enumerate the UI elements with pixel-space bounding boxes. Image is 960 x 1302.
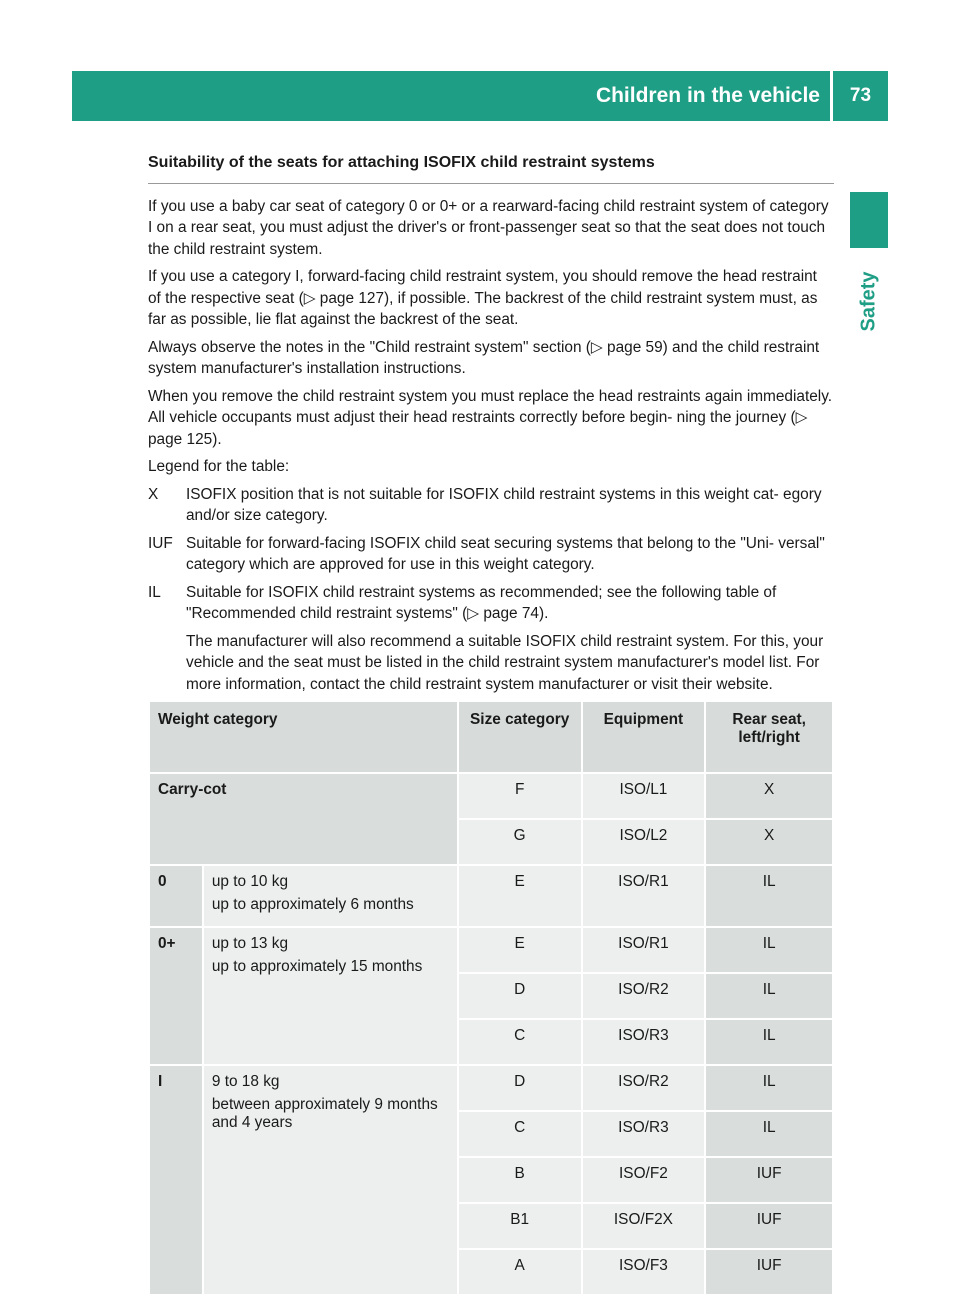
age-range: up to approximately 15 months xyxy=(211,958,423,975)
size-cell: E xyxy=(458,927,582,973)
equipment-cell: ISO/F2 xyxy=(582,1157,706,1203)
size-cell: E xyxy=(458,865,582,927)
size-cell: B1 xyxy=(458,1203,582,1249)
equipment-cell: ISO/F3 xyxy=(582,1249,706,1295)
rear-seat-cell: X xyxy=(705,819,833,865)
weight-range: up to 13 kg xyxy=(211,935,289,952)
weight-range: 9 to 18 kg xyxy=(211,1073,280,1090)
section-tab-marker xyxy=(850,192,888,248)
weight-category-label: 0 xyxy=(149,865,203,927)
legend-item-iuf xyxy=(148,533,834,576)
equipment-cell: ISO/F2X xyxy=(582,1203,706,1249)
legend-key: X xyxy=(148,485,159,503)
size-cell: A xyxy=(458,1249,582,1295)
equipment-cell: ISO/L2 xyxy=(582,819,706,865)
rear-seat-cell: IUF xyxy=(705,1157,833,1203)
weight-category-label: Carry-cot xyxy=(149,773,458,865)
paragraph: Always observe the notes in the "Child restraint system" section (▷ page 59) and the child restraint system manufacturer's installation instructions. xyxy=(148,338,820,377)
legend-text: Suitable for ISOFIX child restraint systems as recommended; see the following table of "Recommended child restraint systems" (▷ page 74). xyxy=(186,583,777,622)
equipment-cell: ISO/R2 xyxy=(582,1065,706,1111)
rear-seat-cell: IL xyxy=(705,1111,833,1157)
table-row xyxy=(149,773,833,819)
weight-category-description xyxy=(203,865,458,927)
weight-range: up to 10 kg xyxy=(211,873,289,890)
header-rear-seat: Rear seat, left/right xyxy=(705,701,833,773)
paragraph: If you use a baby car seat of category 0 or 0+ or a rearward-facing child restraint system of category I on a rear seat, you must adjust the driver's or front-passenger seat so that the seat does not touch the child restraint system. xyxy=(148,197,829,258)
header-size-category: Size category xyxy=(458,701,582,773)
legend-key: IL xyxy=(148,583,161,601)
size-cell: C xyxy=(458,1111,582,1157)
table-row xyxy=(149,865,833,927)
header-equipment: Equipment xyxy=(582,701,706,773)
paragraph: If you use a category I, forward-facing child restraint system, you should remove the head restraint of the respective seat (▷ page 127), if possible. The backrest of the child restraint system must, as far as possible, lie flat against the backrest of the seat. xyxy=(148,268,818,328)
legend-key: IUF xyxy=(148,534,173,552)
age-range: up to approximately 6 months xyxy=(211,896,414,913)
rear-seat-cell: X xyxy=(705,773,833,819)
table-row xyxy=(149,927,833,973)
age-range: between approximately 9 months and 4 years xyxy=(211,1096,438,1131)
legend-text: ISOFIX position that is not suitable for ISOFIX child restraint systems in this weight cat- egory and/or size category. xyxy=(186,485,822,524)
equipment-cell: ISO/R1 xyxy=(582,927,706,973)
legend-extra-text: The manufacturer will also recommend a suitable ISOFIX child restraint system. For this, your vehicle and the seat must be listed in the child restraint system manufacturer's model list. For more information, contact the child restraint system manufacturer or visit their website. xyxy=(186,632,824,693)
rear-seat-cell: IL xyxy=(705,927,833,973)
size-cell: D xyxy=(458,973,582,1019)
legend-text: Suitable for forward-facing ISOFIX child seat securing systems that belong to the "Uni- versal" category which are approved for use in this weight category. xyxy=(186,534,825,573)
table-row xyxy=(149,1065,833,1111)
header-weight-category: Weight category xyxy=(149,701,458,773)
page-header xyxy=(72,71,888,121)
equipment-cell: ISO/R3 xyxy=(582,1019,706,1065)
chapter-title: Children in the vehicle xyxy=(595,84,820,107)
weight-category-label: I xyxy=(149,1065,203,1295)
size-cell: F xyxy=(458,773,582,819)
rear-seat-cell: IL xyxy=(705,1019,833,1065)
equipment-cell: ISO/L1 xyxy=(582,773,706,819)
weight-category-description xyxy=(203,927,458,1065)
section-title: Suitability of the seats for attaching ISOFIX child restraint systems xyxy=(148,152,834,184)
weight-category-description xyxy=(203,1065,458,1295)
legend-item-x xyxy=(148,484,834,527)
size-cell: C xyxy=(458,1019,582,1065)
isofix-suitability-table xyxy=(148,700,834,1296)
rear-seat-cell: IUF xyxy=(705,1203,833,1249)
main-content xyxy=(148,152,834,701)
section-tab-label: Safety xyxy=(857,270,880,332)
rear-seat-cell: IL xyxy=(705,865,833,927)
equipment-cell: ISO/R2 xyxy=(582,973,706,1019)
equipment-cell: ISO/R1 xyxy=(582,865,706,927)
table-header-row xyxy=(149,701,833,773)
equipment-cell: ISO/R3 xyxy=(582,1111,706,1157)
rear-seat-cell: IL xyxy=(705,973,833,1019)
rear-seat-cell: IUF xyxy=(705,1249,833,1295)
size-cell: G xyxy=(458,819,582,865)
size-cell: B xyxy=(458,1157,582,1203)
page-number: 73 xyxy=(849,85,872,106)
legend-item-il xyxy=(148,582,834,696)
rear-seat-cell: IL xyxy=(705,1065,833,1111)
weight-category-label: 0+ xyxy=(149,927,203,1065)
size-cell: D xyxy=(458,1065,582,1111)
paragraph: When you remove the child restraint system you must replace the head restraints again immediately. All vehicle occupants must adjust their head restraints correctly before begin- ning the journey (▷ page 125). xyxy=(148,387,833,448)
paragraph: Legend for the table: xyxy=(148,458,290,475)
